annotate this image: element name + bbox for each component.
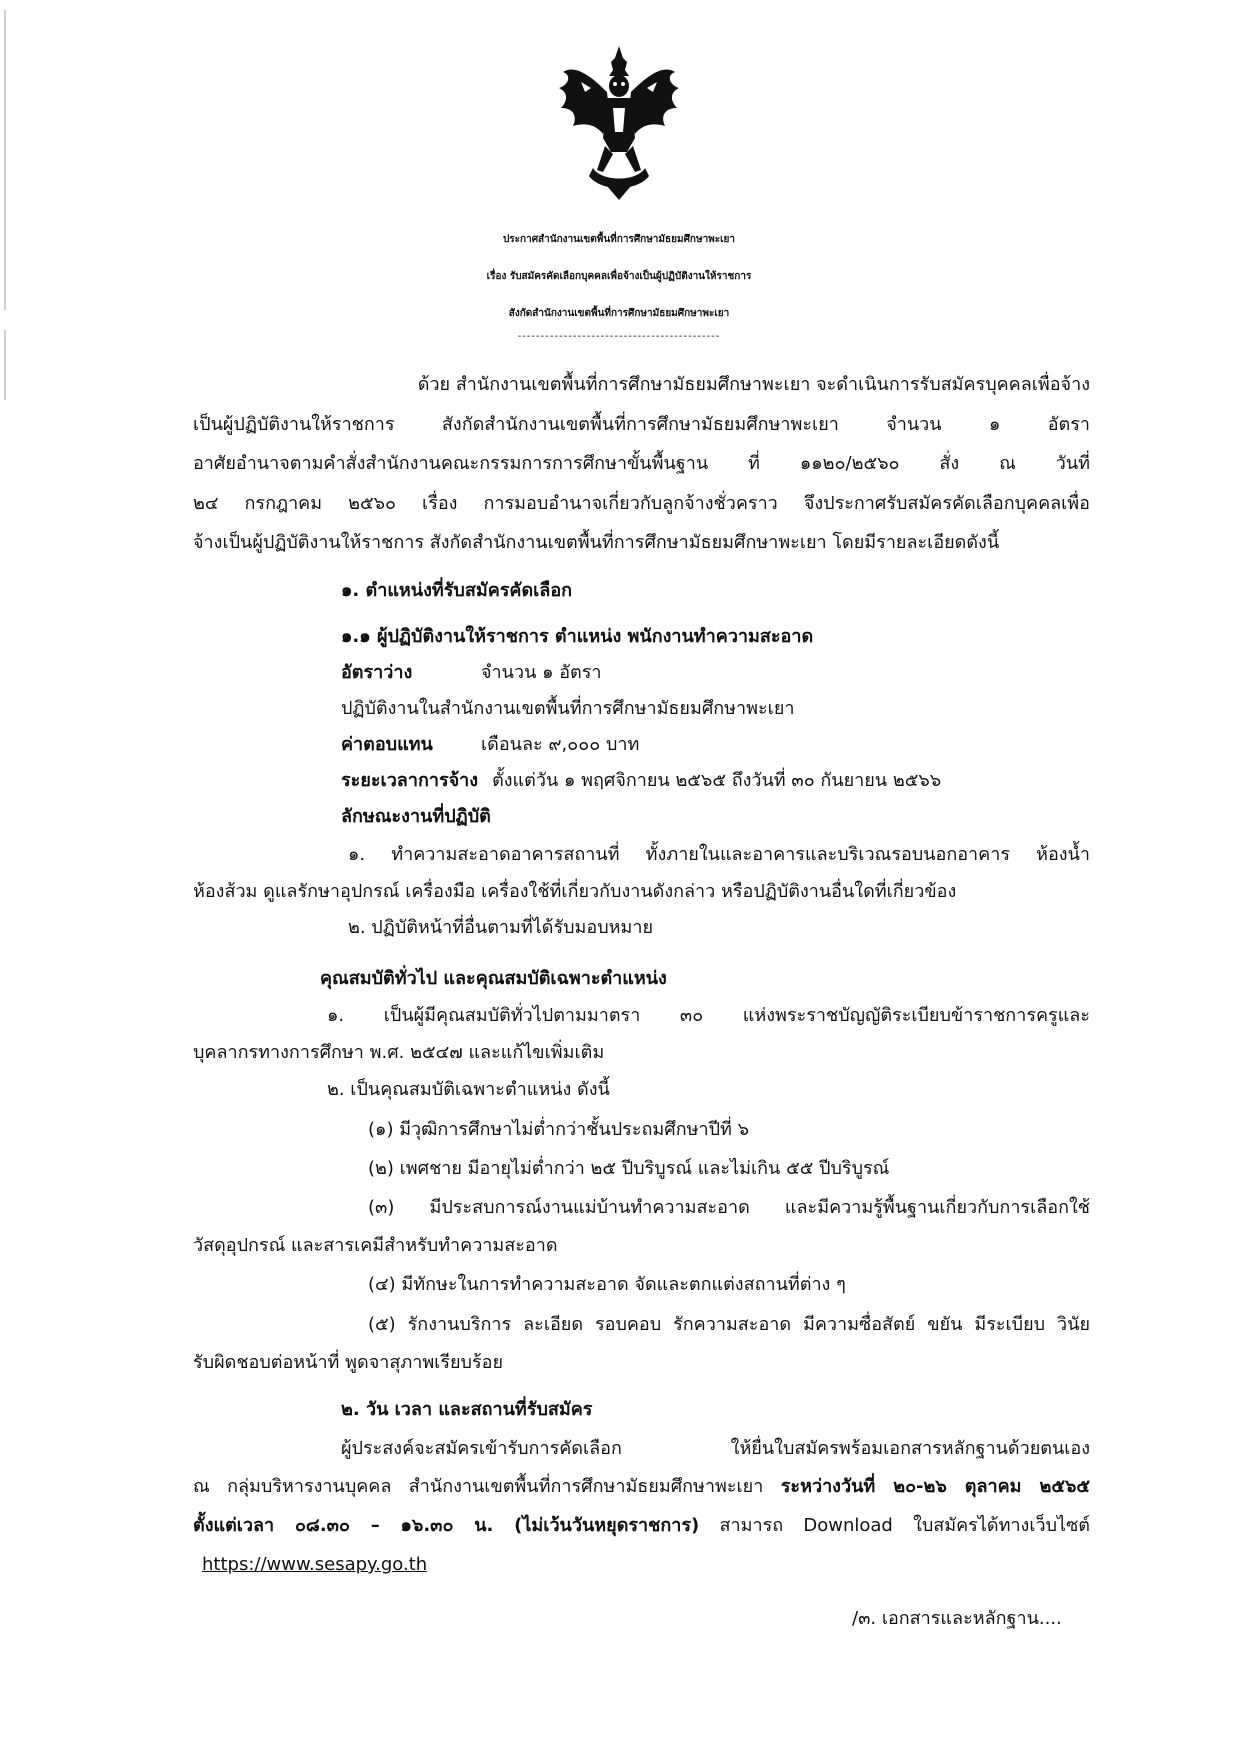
- application-line: [193, 1511, 1090, 1541]
- intro-line: ด้วย สำนักงานเขตพื้นที่การศึกษามัธยมศึกษาพะเยา จะดำเนินการรับสมัครบุคคลเพื่อจ้าง: [417, 374, 1090, 395]
- application-line: ผู้ประสงค์จะสมัครเข้ารับการคัดเลือก ให้ยื่นใบสมัครพร้อมเอกสารหลักฐานด้วยตนเอง: [341, 1438, 1090, 1459]
- vacancy-row: [341, 658, 602, 688]
- section2-heading: ๒. วัน เวลา และสถานที่รับสมัคร: [341, 1399, 593, 1420]
- application-line: [193, 1472, 1090, 1502]
- intro-line: ๒๔ กรกฎาคม ๒๕๖๐ เรื่อง การมอบอำนาจเกี่ยวกับลูกจ้างชั่วคราว จึงประกาศรับสมัครคัดเลือกบุคคลเพื่อ: [193, 493, 1090, 514]
- announcement-title: ประกาศสำนักงานเขตพื้นที่การศึกษามัธยมศึกษาพะเยา: [502, 234, 736, 245]
- application-dates: ระหว่างวันที่ ๒๐-๒๖ ตุลาคม ๒๕๖๕: [780, 1476, 1091, 1497]
- qualification-item: บุคลากรทางการศึกษา พ.ศ. ๒๕๔๗ และแก้ไขเพิ่มเติม: [193, 1042, 605, 1063]
- duty-item: ห้องส้วม ดูแลรักษาอุปกรณ์ เครื่องมือ เครื่องใช้ที่เกี่ยวกับงานดังกล่าว หรือปฏิบัติงานอื่นใดที่เกี่ยวข้อง: [193, 881, 957, 902]
- pay-value: เดือนละ ๙,๐๐๐ บาท: [481, 734, 640, 755]
- announcement-subject: เรื่อง รับสมัครคัดเลือกบุคคลเพื่อจ้างเป็นผู้ปฏิบัติงานให้ราชการ: [486, 271, 752, 282]
- duties-heading: ลักษณะงานที่ปฏิบัติ: [341, 806, 491, 827]
- qualification-specific-heading: ๒. เป็นคุณสมบัติเฉพาะตำแหน่ง ดังนี้: [327, 1079, 610, 1100]
- continuation-note: /๓. เอกสารและหลักฐาน....: [852, 1608, 1062, 1629]
- section1-heading: ๑. ตำแหน่งที่รับสมัครคัดเลือก: [341, 580, 573, 601]
- qualification-item: (๑) มีวุฒิการศึกษาไม่ต่ำกว่าชั้นประถมศึกษาปีที่ ๖: [368, 1119, 750, 1140]
- duty-item: ๒. ปฏิบัติหน้าที่อื่นตามที่ได้รับมอบหมาย: [348, 917, 654, 938]
- qualification-item: รับผิดชอบต่อหน้าที่ พูดจาสุภาพเรียบร้อย: [193, 1352, 503, 1373]
- website-link[interactable]: https://www.sesapy.go.th: [202, 1554, 428, 1575]
- period-label: ระยะเวลาการจ้าง: [341, 770, 479, 791]
- pay-label: ค่าตอบแทน: [341, 734, 433, 755]
- intro-line: จ้างเป็นผู้ปฏิบัติงานให้ราชการ สังกัดสำนักงานเขตพื้นที่การศึกษามัธยมศึกษาพะเยา โดยมีรายละเอียดดังนี้: [193, 532, 1000, 553]
- position-heading: ๑.๑ ผู้ปฏิบัติงานให้ราชการ ตำแหน่ง พนักงานทำความสะอาด: [341, 626, 814, 647]
- period-row: [341, 766, 941, 796]
- intro-line: เป็นผู้ปฏิบัติงานให้ราชการ สังกัดสำนักงานเขตพื้นที่การศึกษามัธยมศึกษาพะเยา จำนวน ๑ อัตรา: [193, 414, 1090, 435]
- application-place: ณ กลุ่มบริหารงานบุคคล สำนักงานเขตพื้นที่การศึกษามัธยมศึกษาพะเยา: [193, 1476, 781, 1497]
- period-value: ตั้งแต่วัน ๑ พฤศจิกายน ๒๕๖๕ ถึงวันที่ ๓๐ กันยายน ๒๕๖๖: [492, 770, 942, 791]
- workplace: ปฏิบัติงานในสำนักงานเขตพื้นที่การศึกษามัธยมศึกษาพะเยา: [341, 698, 795, 719]
- qualification-item: (๔) มีทักษะในการทำความสะอาด จัดและตกแต่งสถานที่ต่าง ๆ: [368, 1274, 846, 1295]
- application-hours: ตั้งแต่เวลา ๐๘.๓๐ – ๑๖.๓๐ น. (ไม่เว้นวันหยุดราชการ): [193, 1515, 700, 1536]
- qualification-item: ๑. เป็นผู้มีคุณสมบัติทั่วไปตามมาตรา ๓๐ แห่งพระราชบัญญัติระเบียบข้าราชการครูและ: [327, 1005, 1090, 1026]
- qualifications-heading: คุณสมบัติทั่วไป และคุณสมบัติเฉพาะตำแหน่ง: [320, 968, 667, 989]
- header-divider: --------------------------------------------: [517, 331, 721, 342]
- qualification-item: (๒) เพศชาย มีอายุไม่ต่ำกว่า ๒๕ ปีบริบูรณ์ และไม่เกิน ๕๕ ปีบริบูรณ์: [368, 1158, 890, 1179]
- qualification-item: (๓) มีประสบการณ์งานแม่บ้านทำความสะอาด และมีความรู้พื้นฐานเกี่ยวกับการเลือกใช้: [368, 1197, 1090, 1218]
- duty-item: ๑. ทำความสะอาดอาคารสถานที่ ทั้งภายในและอาคารและบริเวณรอบนอกอาคาร ห้องน้ำ: [348, 844, 1090, 865]
- vacancy-value: จำนวน ๑ อัตรา: [481, 662, 602, 683]
- qualification-item: (๕) รักงานบริการ ละเอียด รอบคอบ รักความสะอาด มีความซื่อสัตย์ ขยัน มีระเบียบ วินัย: [368, 1314, 1090, 1335]
- pay-row: [341, 730, 639, 760]
- announcement-affiliation: สังกัดสำนักงานเขตพื้นที่การศึกษามัธยมศึกษาพะเยา: [508, 308, 730, 319]
- download-note: สามารถ Download ใบสมัครได้ทางเว็บไซต์: [699, 1515, 1090, 1536]
- qualification-item: วัสดุอุปกรณ์ และสารเคมีสำหรับทำความสะอาด: [193, 1235, 558, 1256]
- intro-line: อาศัยอำนาจตามคำสั่งสำนักงานคณะกรรมการการศึกษาขั้นพื้นฐาน ที่ ๑๑๒๐/๒๕๖๐ สั่ง ณ วันที่: [193, 453, 1090, 474]
- garuda-emblem-icon: [557, 42, 681, 202]
- vacancy-label: อัตราว่าง: [341, 662, 413, 683]
